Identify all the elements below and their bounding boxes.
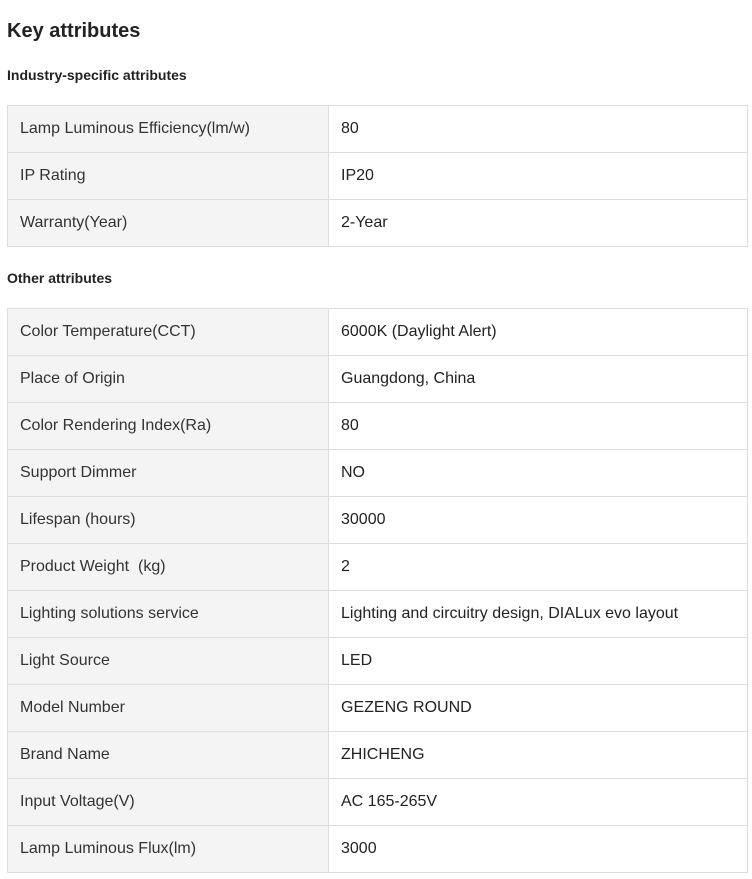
- table-row: [8, 779, 748, 826]
- page-title: Key attributes: [7, 20, 141, 42]
- other-attributes-table: [7, 308, 748, 873]
- table-row: [8, 544, 748, 591]
- attribute-value: ZHICHENG: [329, 732, 748, 779]
- attribute-value: IP20: [329, 153, 748, 200]
- table-row: [8, 732, 748, 779]
- attribute-name: Color Rendering Index(Ra): [8, 403, 329, 450]
- other-section-title: Other attributes: [7, 270, 113, 286]
- industry-attributes-table: [7, 105, 748, 247]
- attribute-value: 30000: [329, 497, 748, 544]
- attribute-name: IP Rating: [8, 153, 329, 200]
- table-row: [8, 200, 748, 247]
- table-row: [8, 403, 748, 450]
- table-row: [8, 106, 748, 153]
- table-row: [8, 450, 748, 497]
- attribute-name: Color Temperature(CCT): [8, 309, 329, 356]
- attribute-name: Support Dimmer: [8, 450, 329, 497]
- table-row: [8, 356, 748, 403]
- table-row: [8, 153, 748, 200]
- attribute-value: 6000K (Daylight Alert): [329, 309, 748, 356]
- table-row: [8, 309, 748, 356]
- attribute-name: Input Voltage(V): [8, 779, 329, 826]
- attribute-name: Lighting solutions service: [8, 591, 329, 638]
- attribute-name: Lamp Luminous Efficiency(lm/w): [8, 106, 329, 153]
- attribute-name: Lamp Luminous Flux(lm): [8, 826, 329, 873]
- table-row: [8, 591, 748, 638]
- table-row: [8, 685, 748, 732]
- attribute-value: 3000: [329, 826, 748, 873]
- attribute-name: Warranty(Year): [8, 200, 329, 247]
- table-row: [8, 638, 748, 685]
- attribute-value: 80: [329, 403, 748, 450]
- attribute-value: GEZENG ROUND: [329, 685, 748, 732]
- attribute-value: AC 165-265V: [329, 779, 748, 826]
- attribute-value: 2: [329, 544, 748, 591]
- table-row: [8, 497, 748, 544]
- table-row: [8, 826, 748, 873]
- attribute-name: Lifespan (hours): [8, 497, 329, 544]
- attribute-value: Lighting and circuitry design, DIALux evo layout: [329, 591, 748, 638]
- attribute-name: Brand Name: [8, 732, 329, 779]
- attribute-name: Place of Origin: [8, 356, 329, 403]
- attribute-name: Light Source: [8, 638, 329, 685]
- attribute-value: NO: [329, 450, 748, 497]
- attribute-value: Guangdong, China: [329, 356, 748, 403]
- attribute-name: Product Weight (kg): [8, 544, 329, 591]
- attribute-value: 2-Year: [329, 200, 748, 247]
- attribute-value: LED: [329, 638, 748, 685]
- attribute-name: Model Number: [8, 685, 329, 732]
- industry-section-title: Industry-specific attributes: [7, 67, 187, 83]
- attribute-value: 80: [329, 106, 748, 153]
